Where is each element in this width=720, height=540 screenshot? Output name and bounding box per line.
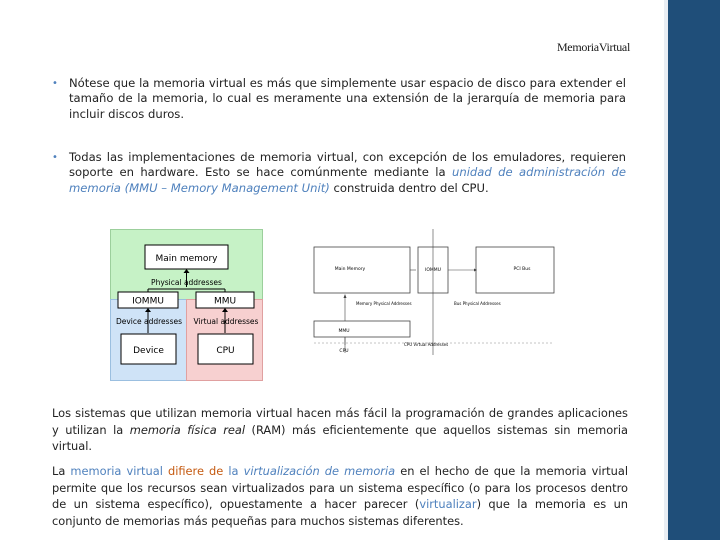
cpu-label: CPU [339,349,349,354]
iommu-label: IOMMU [425,268,441,273]
bus-physical-label: Bus Physical Addresses [454,301,501,306]
cpu-virtual-label: CPU Virtual Addresses [404,342,449,347]
para2-text-d: la [228,464,239,478]
mmu-box [314,321,410,337]
bullet-text [69,150,626,196]
para2-text-a: La [52,464,71,478]
bullet-item-2 [52,150,626,196]
arrow-head [344,294,347,298]
bullet-text-suffix: construida dentro del CPU. [329,180,489,195]
mmu-label: MMU [338,329,350,334]
para2-text-c: difiere de [162,464,229,478]
memory-virtualization-link[interactable]: virtualización de memoria [238,464,396,478]
bullet-marker: • [52,152,58,163]
bullet-text: Nótese que la memoria virtual es más que simplemente usar espacio de disco para extender el tamaño de la memoria, lo cual es meramente una extensión de la jerarquía de memoria para incluir discos duros. [69,76,626,121]
para1-physical-memory: memoria física real [129,422,246,437]
bullet-item-1 [52,76,626,122]
device-addresses-label: Device addresses [115,317,183,326]
para1-text-c: (RAM) más eficientemente que aquellos sistemas sin memoria virtual. [52,422,628,454]
para1-text-a: Los sistemas que utilizan memoria virtual hacen más fácil la programación de grandes aplicaciones y utilizan la [52,406,628,437]
para2-text-f: en el hecho de que la memoria virtual permite que los recursos sean virtualizados para un sistema específico (o para los procesos dentro de un sistema específico), opuestamente a hacer parecer ( [52,464,628,512]
paragraph-benefits [52,405,628,455]
bullet-text-prefix: Todas las implementaciones de memoria virtual, con excepción de los emuladores, requieren soporte en hardware. Esto se hace comúnmente mediante la [69,150,626,180]
side-accent-band [668,0,720,540]
pci-bus-label: PCI Bus [513,267,531,272]
mmu-label: MMU [213,296,237,307]
virtual-addresses-label: Virtual addresses [193,317,259,326]
main-memory-label: Main memory [155,254,218,264]
bullet-marker: • [52,78,58,89]
mmu-link[interactable]: unidad de administración de memoria (MMU – Memory Management Unit) [69,165,626,195]
memory-hierarchy-diagram [110,229,263,381]
physical-addresses-label: Physical addresses [151,278,222,287]
iommu-label: IOMMU [132,296,164,307]
slide-title: MemoriaVirtual [556,40,630,54]
virtual-memory-link[interactable]: memoria virtual [70,464,163,478]
memory-physical-label: Memory Physical Addresses [356,301,412,306]
para2-text-h: ) que la memoria es un conjunto de memorias más pequeñas para muchos sistemas diferentes. [52,497,629,528]
iommu-architecture-diagram [296,219,568,391]
device-label: Device [133,346,164,356]
paragraph-difference [52,463,628,529]
main-memory-label: Main Memory [334,267,366,272]
virtualize-link[interactable]: virtualizar [419,497,477,512]
cpu-label: CPU [216,346,235,356]
